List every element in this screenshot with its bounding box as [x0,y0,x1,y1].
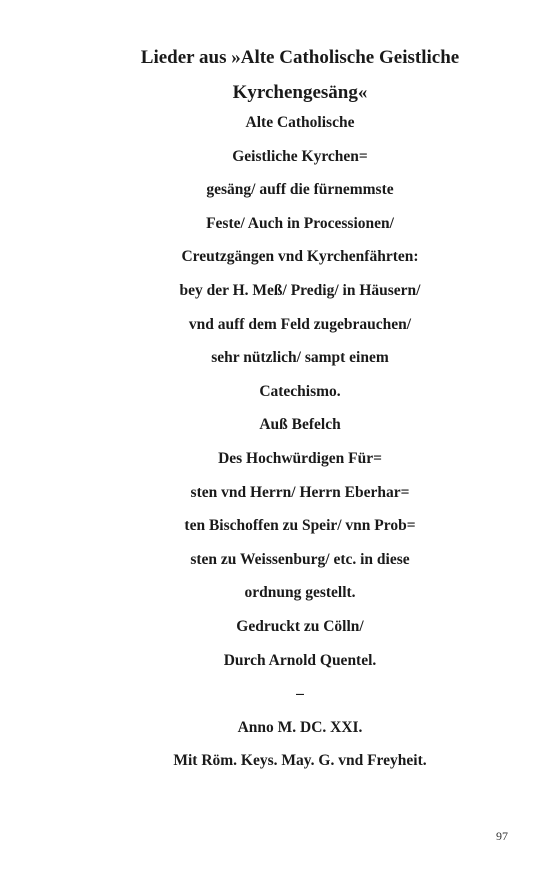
text-line: ten Bischoffen zu Speir/ vnn Prob= [184,517,416,535]
text-line: gesäng/ auff die fürnemmste [206,181,394,199]
text-line: sehr nützlich/ sampt einem [211,349,389,367]
separator-dash: – [296,685,304,703]
text-line: bey der H. Meß/ Predig/ in Häusern/ [179,281,421,299]
text-line: Geistliche Kyrchen= [232,147,368,165]
text-line: Mit Röm. Keys. May. G. vnd Freyheit. [173,752,427,770]
text-line: vnd auff dem Feld zugebrauchen/ [188,315,412,333]
title-page-text [0,111,550,783]
text-line: Gedruckt zu Cölln/ [236,617,364,635]
text-line: Alte Catholische [245,114,355,131]
text-line: Anno M. DC. XXI. [237,718,363,736]
document-title-line-1: Lieder aus »Alte Catholische Geistliche [140,47,460,68]
text-line: ordnung gestellt. [244,584,356,602]
text-line: Creutzgängen vnd Kyrchenfährten: [181,248,419,266]
text-line: Des Hochwürdigen Für= [218,449,382,467]
text-line: sten vnd Herrn/ Herrn Eberhar= [190,483,410,501]
page-number: 97 [496,829,508,843]
text-line: Auß Befelch [259,416,341,434]
text-line: Durch Arnold Quentel. [223,651,377,669]
document-title-line-2: Kyrchengesäng« [232,82,368,103]
text-line: Feste/ Auch in Processionen/ [206,214,394,232]
text-line: sten zu Weissenburg/ etc. in diese [190,550,410,568]
text-line: Catechismo. [259,382,341,400]
